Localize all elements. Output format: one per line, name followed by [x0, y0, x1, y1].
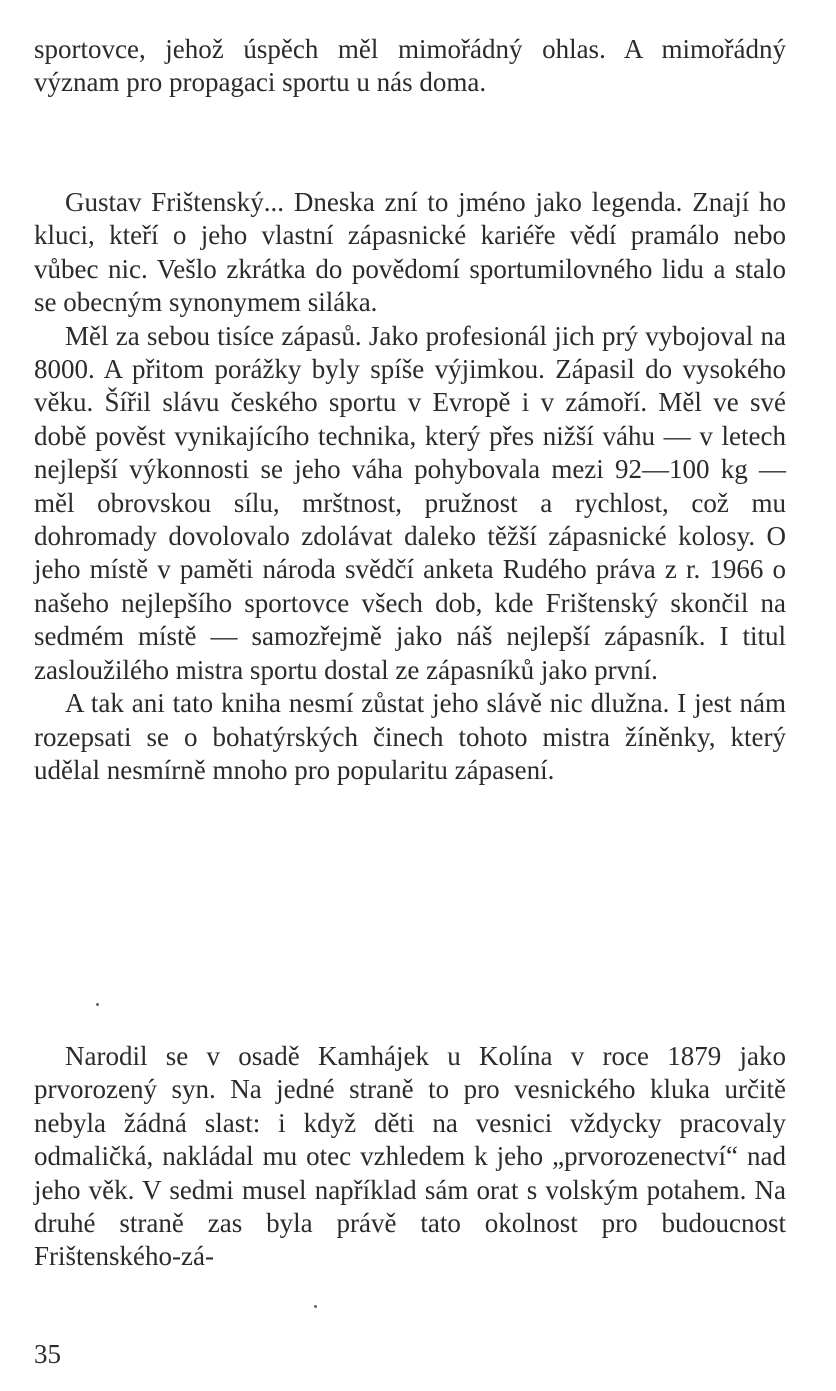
section-fristensky-legend [34, 186, 786, 787]
page-number: 35 [34, 1339, 61, 1369]
section-childhood [34, 1040, 786, 1274]
continued-paragraph-block [34, 33, 786, 100]
continued-paragraph: sportovce, jehož úspěch měl mimořádný ohlas. A mimořádný význam pro propagaci sportu u nás doma. [34, 34, 786, 98]
paragraph-birth: Narodil se v osadě Kamhájek u Kolína v roce 1879 jako prvorozený syn. Na jedné straně to pro vesnického kluka určitě nebyla žádná slast: i když děti na vesnici vždycky pracovaly odmaličká, nakládal mu otec vzhledem k jeho „prvorozenectví“ nad jeho věk. V sedmi musel například sám orat s volským potahem. Na druhé straně zas byla právě tato okolnost pro budoucnost Frištenského-zá- [34, 1041, 786, 1272]
print-speck [96, 1003, 99, 1006]
paragraph-legend: Gustav Frištenský... Dneska zní to jméno jako legenda. Znají ho kluci, kteří o jeho vlastní zápasnické kariéře vědí pramálo nebo vůbec nic. Vešlo zkrátka do povědomí sportumilovného lidu a stalo se obecným synonymem siláka. [34, 187, 786, 318]
paragraph-book-purpose: A tak ani tato kniha nesmí zůstat jeho slávě nic dlužna. I jest nám rozepsati se o bohatýrských činech tohoto mistra žíněnky, který udělal nesmírně mnoho pro popularitu zápasení. [34, 688, 786, 785]
print-speck [314, 1305, 317, 1308]
paragraph-career: Měl za sebou tisíce zápasů. Jako profesionál jich prý vybojoval na 8000. A přitom porážky byly spíše výjimkou. Zápasil do vysokého věku. Šířil slávu českého sportu v Evropě i v zámoří. Měl ve své době pověst vynikajícího technika, který přes nižší váhu — v letech nejlepší výkonnosti se jeho váha pohybovala mezi 92—100 kg — měl obrovskou sílu, mrštnost, pružnost a rychlost, což mu dohromady dovolovalo zdolávat daleko těžší zápasnické kolosy. O jeho místě v paměti národa svědčí anketa Rudého práva z r. 1966 o našeho nejlepšího sportovce všech dob, kde Frištenský skončil na sedmém místě — samozřejmě jako náš nejlepší zápasník. I titul zasloužilého mistra sportu dostal ze zápasníků jako první. [34, 320, 786, 685]
